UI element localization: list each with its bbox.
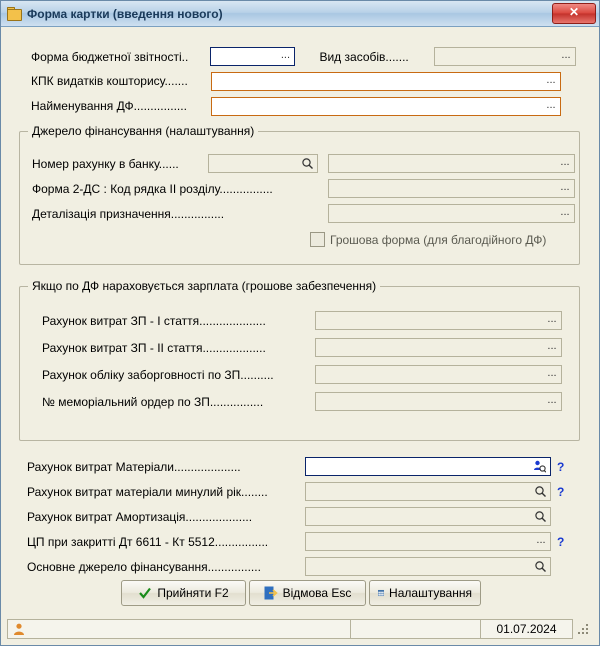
label-df-name: Найменування ДФ................ [31, 99, 187, 113]
status-bar [1, 615, 599, 645]
ellipsis-icon[interactable]: ... [560, 181, 570, 193]
label-cash-form: Грошова форма (для благодійного ДФ) [330, 232, 547, 247]
user-icon [13, 623, 25, 636]
label-kpk: КПК видатків кошторису....... [31, 74, 188, 88]
input-materials-prev-year[interactable] [305, 482, 551, 501]
row-df-name [31, 95, 576, 117]
ellipsis-icon[interactable]: ... [547, 313, 557, 325]
ellipsis-icon[interactable]: ... [280, 49, 291, 61]
input-purpose-detail[interactable] [328, 204, 575, 223]
button-bar [1, 577, 599, 611]
input-df-name[interactable] [211, 97, 561, 116]
dialog-body [1, 28, 599, 611]
label-main-funding-source: Основне джерело фінансування................ [27, 559, 261, 574]
status-left-cell [7, 619, 351, 639]
input-salary-art1[interactable] [315, 311, 562, 330]
row-purpose-detail [32, 204, 575, 223]
magnifier-icon[interactable] [534, 510, 547, 523]
check-icon [138, 586, 152, 600]
row-materials-prev-year [27, 479, 577, 504]
person-search-icon[interactable] [533, 460, 546, 473]
label-materials-prev-year: Рахунок витрат матеріали минулий рік........ [27, 484, 268, 499]
input-form2ds[interactable] [328, 179, 575, 198]
label-salary-order: № меморіальний ордер по ЗП................ [42, 394, 264, 409]
row-kpk [31, 70, 576, 92]
input-salary-debt[interactable] [315, 365, 562, 384]
ellipsis-icon[interactable]: ... [561, 49, 571, 61]
group-salary-caption: Якщо по ДФ нараховується зарплата (грошове забезпечення) [28, 279, 380, 293]
accept-button[interactable] [121, 580, 246, 606]
row-cash-form-checkbox [310, 232, 546, 247]
status-date-cell [480, 619, 573, 639]
row-amortization [27, 504, 577, 529]
row-bank-account [32, 154, 575, 173]
label-purpose-detail: Деталізація призначення................ [32, 206, 225, 221]
row-salary-art1 [42, 311, 562, 330]
input-salary-order[interactable] [315, 392, 562, 411]
help-materials-prev-year[interactable]: ? [557, 484, 565, 499]
row-cp-close [27, 529, 577, 554]
cancel-button[interactable] [249, 580, 366, 606]
label-salary-art2: Рахунок витрат ЗП - II стаття................... [42, 340, 266, 355]
bottom-section [27, 454, 577, 579]
row-form2ds [32, 179, 575, 198]
magnifier-icon[interactable] [301, 157, 314, 170]
input-main-funding-source[interactable] [305, 557, 551, 576]
accept-button-label: Прийняти F2 [157, 586, 229, 600]
input-cp-close[interactable] [305, 532, 551, 551]
row-materials-cost [27, 454, 577, 479]
row-main-funding-source [27, 554, 577, 579]
folder-icon [6, 6, 22, 22]
input-materials-cost[interactable] [305, 457, 551, 476]
status-date-text: 01.07.2024 [496, 622, 557, 636]
label-bank-account: Номер рахунку в банку...... [32, 156, 179, 171]
label-cp-close: ЦП при закритті Дт 6611 - Кт 5512................ [27, 534, 269, 549]
input-bank-account-desc[interactable] [328, 154, 575, 173]
group-funding-source [19, 124, 580, 265]
settings-button-label: Налаштування [389, 586, 472, 600]
ellipsis-icon[interactable]: ... [547, 340, 557, 352]
input-salary-art2[interactable] [315, 338, 562, 357]
input-kpk[interactable] [211, 72, 561, 91]
resize-grip[interactable] [576, 622, 590, 636]
top-section [31, 46, 576, 117]
group-salary [19, 279, 580, 441]
label-materials-cost: Рахунок витрат Матеріали.................... [27, 459, 241, 474]
input-fund-type[interactable] [434, 47, 576, 66]
ellipsis-icon[interactable]: ... [547, 367, 557, 379]
input-budget-report-form[interactable] [210, 47, 296, 66]
ellipsis-icon[interactable]: ... [547, 394, 557, 406]
row-budget-report-form [31, 46, 576, 67]
exit-arrow-icon [264, 586, 278, 600]
group-funding-source-caption: Джерело фінансування (налаштування) [28, 124, 258, 138]
settings-button[interactable] [369, 580, 481, 606]
label-salary-debt: Рахунок обліку заборговності по ЗП.......... [42, 367, 274, 382]
title-bar [1, 1, 599, 27]
ellipsis-icon[interactable]: ... [546, 98, 556, 111]
label-fund-type: Вид засобів....... [319, 49, 409, 64]
ellipsis-icon[interactable]: ... [560, 156, 570, 168]
status-middle-cell [350, 619, 481, 639]
row-salary-order [42, 392, 562, 411]
calendar-grid-icon [378, 586, 384, 600]
label-form2ds: Форма 2-ДС : Код рядка II розділу................ [32, 181, 273, 196]
label-amortization: Рахунок витрат Амортизація.................... [27, 509, 253, 524]
label-budget-report-form: Форма бюджетної звітності.. [31, 49, 189, 64]
help-cp-close[interactable]: ? [557, 534, 565, 549]
row-salary-art2 [42, 338, 562, 357]
label-salary-art1: Рахунок витрат ЗП - I стаття.................... [42, 313, 266, 328]
input-bank-account[interactable] [208, 154, 318, 173]
ellipsis-icon[interactable]: ... [560, 206, 570, 218]
cancel-button-label: Відмова Esc [282, 586, 352, 600]
checkbox-cash-form[interactable] [310, 232, 325, 247]
window-title: Форма картки (введення нового) [27, 6, 223, 21]
input-amortization[interactable] [305, 507, 551, 526]
row-salary-debt [42, 365, 562, 384]
magnifier-icon[interactable] [534, 560, 547, 573]
help-materials-cost[interactable]: ? [557, 459, 565, 474]
magnifier-icon[interactable] [534, 485, 547, 498]
ellipsis-icon[interactable]: ... [536, 534, 546, 546]
close-button[interactable]: ✕ [552, 3, 596, 24]
ellipsis-icon[interactable]: ... [546, 73, 556, 86]
